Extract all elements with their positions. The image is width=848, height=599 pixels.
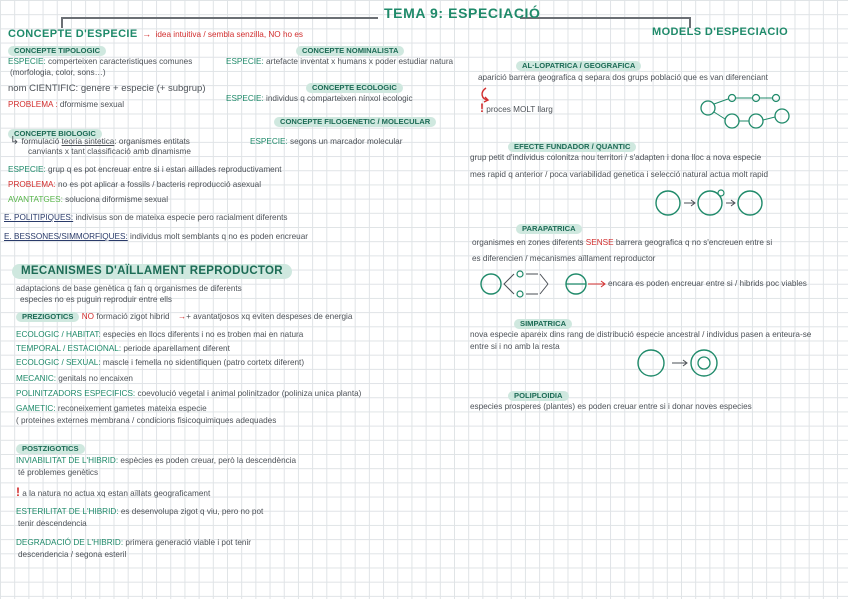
biologic-line-6: E. POLITIPIQUES: indivisus son de mateixa especie pero racialment diferents bbox=[4, 213, 288, 222]
prezigotics-tag: PREZIGOTICS bbox=[16, 312, 79, 322]
biologic-line-2: canviants x tant classificació amb dinamisme bbox=[28, 147, 191, 156]
degradacio-line-1: DEGRADACIÓ DE L'HIBRID: primera generació viable i pot tenir bbox=[16, 538, 251, 547]
biologic-tag: CONCEPTE BIOLOGIC bbox=[8, 123, 102, 141]
alopatrica-diagram bbox=[696, 92, 816, 132]
arrow-icon: → bbox=[177, 312, 187, 321]
mecanismes-heading: MECANISMES D'AÏLLAMENT REPRODUCTOR bbox=[12, 261, 292, 279]
biologic-line-4: PROBLEMA: no es pot aplicar a fossils / bacteris reproducció asexual bbox=[8, 180, 262, 189]
mecanisme-item: GAMETIC: reconeixement gametes mateixa especie bbox=[16, 404, 207, 413]
biologic-line-5: AVANTATGES: soluciona diformisme sexual bbox=[8, 195, 169, 204]
parapatrica-line-3: encara es poden encreuar entre si / hibrids poc viables bbox=[608, 279, 807, 288]
tipologic-line-4: PROBLEMA : dformisme sexual bbox=[8, 100, 125, 109]
tipologic-line-3: nom CIENTIFIC: genere + especie (+ subgrup) bbox=[8, 83, 206, 94]
fundador-diagram bbox=[654, 187, 774, 223]
nominalista-line: ESPECIE: artefacte inventat x humans x poder estudiar natura bbox=[226, 57, 454, 66]
simpatrica-tag: SIMPATRICA bbox=[514, 313, 572, 331]
ecologic-line: ESPECIE: individus q comparteixen nínxol ecologic bbox=[226, 94, 413, 103]
gametic-detail: ( proteines externes membrana / condicions fisicoquimiques adequades bbox=[16, 416, 277, 425]
esterilitat-line-1: ESTERILITAT DE L'HIBRID: es desenvolupa zigot q viu, pero no pot bbox=[16, 507, 264, 516]
parapatrica-line-1: organismes en zones diferents SENSE barrera geografica q no s'encreuen entre si bbox=[472, 238, 773, 247]
mecanisme-item: TEMPORAL / ESTACIONAL: periode aparellament diferent bbox=[16, 344, 230, 353]
prezigotics-row: PREZIGOTICS NO formació zigot hibrid →+ avantatjosos xq eviten despeses de energia bbox=[16, 312, 352, 323]
esterilitat-line-2: tenir descendencia bbox=[18, 519, 87, 528]
parapatrica-line-2: es diferencien / mecanismes aïllament reproductor bbox=[472, 254, 656, 263]
mecanisme-item: ECOLOGIC / HABITAT: especies en llocs diferents i no es troben mai en natura bbox=[16, 330, 304, 339]
tipologic-tag: CONCEPTE TIPOLOGIC bbox=[8, 40, 106, 58]
filogenetic-tag: CONCEPTE FILOGENETIC / MOLECULAR bbox=[274, 111, 436, 129]
mecanisme-item: ECOLOGIC / SEXUAL: mascle i femella no sidentifiquen (patro cortetx diferent) bbox=[16, 358, 305, 367]
fundador-line-2: mes rapid q anterior / poca variabilidad genetica i selecció natural actua molt rapid bbox=[470, 170, 769, 179]
simpatrica-diagram bbox=[636, 347, 726, 381]
concepte-heading: CONCEPTE D'ESPECIE bbox=[8, 28, 138, 40]
tipologic-line-1: ESPECIE: comperteixen caracteristiques comunes bbox=[8, 57, 193, 66]
poliploidia-line-1: especies prosperes (plantes) es poden creuar entre si i donar noves especies bbox=[470, 402, 752, 411]
filogenetic-line: ESPECIE: segons un marcador molecular bbox=[250, 137, 403, 146]
fundador-line-1: grup petit d'individus colonitza nou territori / s'adapten i dona lloc a nova especie bbox=[470, 153, 762, 162]
alopatrica-line-2: ! proces MOLT llarg bbox=[480, 101, 553, 115]
mecanisme-item: POLINITZADORS ESPECIFICS: coevolució vegetal i animal polinitzador (poliniza unica planta) bbox=[16, 389, 362, 398]
biologic-line-1: ↳ formulació teoria sintetica: organismes entitats bbox=[10, 135, 190, 147]
fundador-tag: EFECTE FUNDADOR / QUANTIC bbox=[508, 136, 636, 154]
hook-arrow-icon: ↳ bbox=[10, 135, 20, 147]
degradacio-line-2: descendencia / segona esteril bbox=[18, 550, 127, 559]
exclamation-icon: ! bbox=[480, 101, 484, 115]
mecanismes-intro-1: adaptacions de base genètica q fan q organismes de diferents bbox=[16, 284, 242, 293]
ecologic-tag: CONCEPTE ECOLOGIC bbox=[306, 77, 403, 95]
mecanismes-intro-2: especies no es puguin reproduir entre ells bbox=[20, 295, 173, 304]
poliploidia-tag: POLIPLOIDIA bbox=[508, 385, 569, 403]
exclamation-icon: ! bbox=[16, 485, 20, 499]
simpatrica-line-2: entre si i no amb la resta bbox=[470, 342, 560, 351]
tipologic-line-2: (morfologia, color, sons…) bbox=[10, 68, 106, 77]
concepte-idea: idea intuitiva / sembla senzilla, NO ho es bbox=[155, 30, 303, 39]
arrow-icon: → bbox=[142, 29, 152, 39]
warning-line: ! a la natura no actua xq estan aïllats geograficament bbox=[16, 485, 211, 499]
parapatrica-diagram bbox=[480, 268, 620, 302]
biologic-line-7: E. BESSONES/SIMMORFIQUES: individus molt semblants q no es poden encreuar bbox=[4, 232, 308, 241]
nominalista-tag: CONCEPTE NOMINALISTA bbox=[296, 40, 404, 58]
models-heading: MODELS D'ESPECIACIO bbox=[652, 26, 789, 38]
inviabilitat-line-2: té problemes genètics bbox=[18, 468, 99, 477]
biologic-line-3: ESPECIE: grup q es pot encreuar entre si i estan aillades reproductivament bbox=[8, 165, 282, 174]
parapatrica-tag: PARAPATRICA bbox=[516, 218, 582, 236]
inviabilitat-line-1: INVIABILITAT DE L'HIBRID: espècies es poden creuar, però la descendència bbox=[16, 456, 297, 465]
simpatrica-line-1: nova especie apareix dins rang de distribució especie ancestral / individus pasen a enteura-se bbox=[470, 330, 812, 339]
mecanisme-item: MECANIC: genitals no encaixen bbox=[16, 374, 133, 383]
alopatrica-line-1: aparició barrera geografica q separa dos grups població que es van diferenciant bbox=[478, 73, 768, 82]
page-title: TEMA 9: ESPECIACIÓ bbox=[384, 5, 541, 21]
alopatrica-tag: AL·LOPATRICA / GEOGRAFICA bbox=[516, 55, 641, 73]
postzigotics-tag: POSTZIGOTICS bbox=[16, 438, 85, 456]
